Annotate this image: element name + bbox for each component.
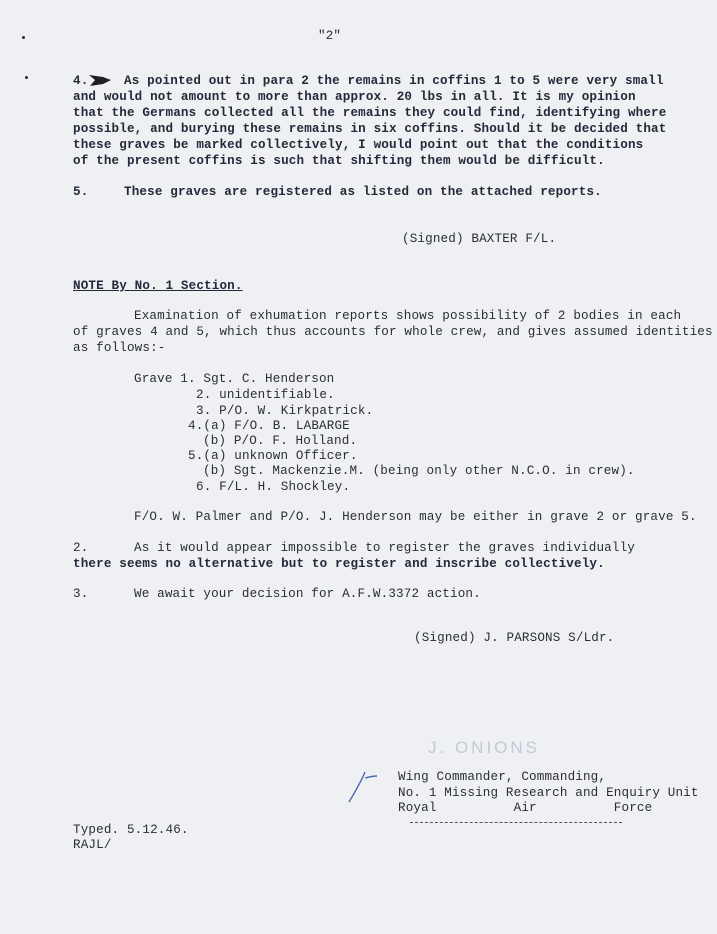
pointer-arrow-icon bbox=[89, 73, 111, 87]
note-para3-text: We await your decision for A.F.W.3372 action. bbox=[134, 587, 481, 601]
signature-parsons: (Signed) J. PARSONS S/Ldr. bbox=[414, 631, 615, 645]
note-line: as follows:- bbox=[73, 341, 166, 355]
note-heading: NOTE By No. 1 Section. bbox=[73, 279, 243, 293]
para4-line: and would not amount to more than approx. 20 lbs in all. It is my opinion bbox=[73, 90, 636, 104]
para4-line: possible, and burying these remains in six coffins. Should it be decided that bbox=[73, 122, 667, 136]
note-para2-number: 2. bbox=[73, 541, 89, 555]
punch-mark bbox=[22, 36, 25, 39]
commander-line: No. 1 Missing Research and Enquiry Unit bbox=[398, 786, 699, 800]
page-number: "2" bbox=[318, 29, 342, 43]
grave-entry: (b) Sgt. Mackenzie.M. (being only other N.C.O. in crew). bbox=[203, 464, 635, 478]
grave-entry: Grave 1. Sgt. C. Henderson bbox=[134, 372, 335, 386]
grave-entry: 2. unidentifiable. bbox=[196, 388, 335, 402]
reference: RAJL/ bbox=[73, 838, 112, 852]
para4-line: As pointed out in para 2 the remains in coffins 1 to 5 were very small bbox=[124, 74, 664, 88]
grave-entry: 6. F/L. H. Shockley. bbox=[196, 480, 351, 494]
note-line: of graves 4 and 5, which thus accounts for whole crew, and gives assumed identities bbox=[73, 325, 713, 339]
punch-mark bbox=[25, 76, 28, 79]
grave-entry: 3. P/O. W. Kirkpatrick. bbox=[196, 404, 374, 418]
commander-line: Wing Commander, Commanding, bbox=[398, 770, 607, 784]
note-para2-line: there seems no alternative but to register and inscribe collectively. bbox=[73, 557, 605, 571]
note-line: Examination of exhumation reports shows possibility of 2 bodies in each bbox=[134, 309, 682, 323]
commander-line: Royal Air Force bbox=[398, 801, 653, 815]
grave-entry: 5.(a) unknown Officer. bbox=[188, 449, 358, 463]
para5-text: These graves are registered as listed on the attached reports. bbox=[124, 185, 602, 199]
either-grave-line: F/O. W. Palmer and P/O. J. Henderson may be either in grave 2 or grave 5. bbox=[134, 510, 697, 524]
para5-number: 5. bbox=[73, 185, 89, 199]
signature-baxter: (Signed) BAXTER F/L. bbox=[402, 232, 557, 246]
handwritten-initial bbox=[343, 768, 383, 808]
signature-underline bbox=[410, 822, 622, 823]
note-para2-line: As it would appear impossible to register the graves individually bbox=[134, 541, 635, 555]
para4-line: that the Germans collected all the remains they could find, identifying where bbox=[73, 106, 667, 120]
grave-entry: 4.(a) F/O. B. LABARGE bbox=[188, 419, 350, 433]
name-stamp: J. ONIONS bbox=[428, 738, 541, 757]
grave-entry: (b) P/O. F. Holland. bbox=[203, 434, 358, 448]
note-para3-number: 3. bbox=[73, 587, 89, 601]
typed-date: Typed. 5.12.46. bbox=[73, 823, 189, 837]
para4-line: of the present coffins is such that shifting them would be difficult. bbox=[73, 154, 605, 168]
para4-number: 4. bbox=[73, 74, 89, 88]
para4-line: these graves be marked collectively, I would point out that the conditions bbox=[73, 138, 644, 152]
